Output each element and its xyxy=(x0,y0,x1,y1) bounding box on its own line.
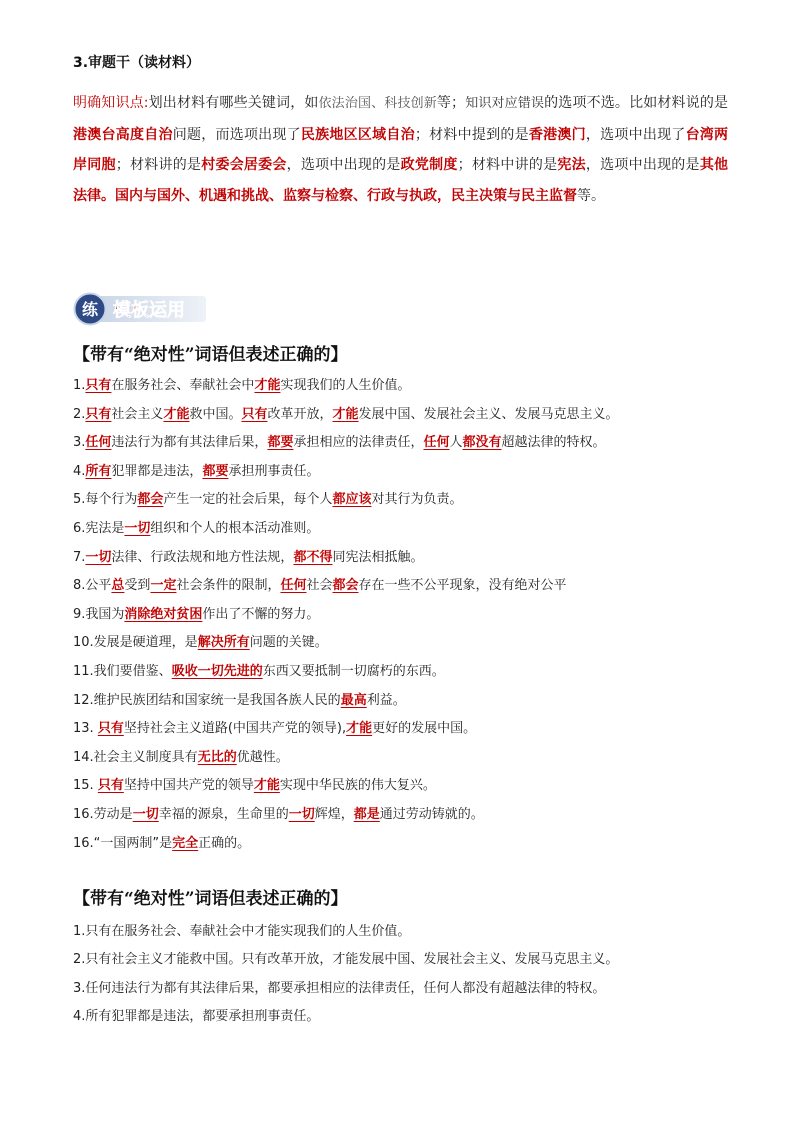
keyword: 都要 xyxy=(202,463,229,479)
keyword: 才能 xyxy=(254,378,281,393)
paragraph-label: 明确知识点: xyxy=(73,95,149,111)
keyword: 只有 xyxy=(85,378,112,393)
text-segment: 东西又要抵制一切腐朽的东西。 xyxy=(262,663,445,679)
keyword: 才能 xyxy=(346,721,373,737)
text-segment: 利益。 xyxy=(366,692,406,708)
keyword: 只有 xyxy=(97,721,124,737)
banner-text: 模板运用 xyxy=(113,300,185,321)
text-segment: 组织和个人的根本活动准则。 xyxy=(150,520,320,536)
section-title: 3.审题干（读材料） xyxy=(73,55,201,71)
badge-text: 练 xyxy=(81,300,99,319)
text-segment: 同宪法相抵触。 xyxy=(332,549,424,565)
text-segment: 正确的。 xyxy=(198,835,251,851)
list-item xyxy=(73,801,753,830)
text-segment: 16.劳动是 xyxy=(73,806,133,822)
heading-absolute-words-correct: 【带有“绝对性”词语但表述正确的】 xyxy=(73,345,348,365)
list-item xyxy=(73,629,753,658)
text-segment: 坚持社会主义道路(中国共产党的领导), xyxy=(123,721,347,737)
keyword: 无比的 xyxy=(197,749,237,765)
keyword: 都要 xyxy=(267,435,294,451)
keyword: 一切 xyxy=(85,549,112,565)
text-segment: 实现我们的人生价值。 xyxy=(280,378,411,393)
list-item xyxy=(73,486,753,515)
text-segment: 作出了不懈的努力。 xyxy=(202,606,320,622)
list-item xyxy=(73,515,753,544)
text-segment: 11.我们要借鉴、 xyxy=(73,663,172,679)
text-segment: 14.社会主义制度具有 xyxy=(73,749,198,765)
keyword: 解决所有 xyxy=(197,635,250,651)
text-segment: 8.公平 xyxy=(73,578,112,594)
text-segment: 辉煌， xyxy=(314,806,354,822)
list-item xyxy=(73,744,753,773)
list-item xyxy=(73,372,753,401)
list-item xyxy=(73,401,753,430)
keyword: 最高 xyxy=(340,692,367,708)
keyword: 都应该 xyxy=(332,492,372,508)
keyword: 只有 xyxy=(241,406,268,422)
text-segment: 16.“一国两制”是 xyxy=(73,835,173,851)
text-segment: 2. xyxy=(73,406,86,422)
text-segment: 救中国。 xyxy=(189,406,242,422)
keyword: 任何 xyxy=(85,435,112,451)
text-segment: 12.维护民族团结和国家统一是我国各族人民的 xyxy=(73,692,341,708)
text-segment: 坚持中国共产党的领导 xyxy=(123,778,254,794)
text-segment: 改革开放， xyxy=(267,406,333,422)
list-item: 2.只有社会主义才能救中国。只有改革开放，才能发展中国、发展社会主义、发展马克思主义。 xyxy=(73,952,619,968)
list-item xyxy=(73,658,753,687)
keyword: 都不得 xyxy=(293,549,333,565)
keyword: 都会 xyxy=(137,492,164,508)
text-segment: 社会条件的限制， xyxy=(176,578,281,594)
keyword: 都是 xyxy=(353,806,380,822)
text-segment: 存在一些不公平现象，没有绝对公平 xyxy=(358,578,567,594)
text-segment: 10.发展是硬道理，是 xyxy=(73,635,198,651)
keyword: 都没有 xyxy=(462,435,502,451)
banner-graphic xyxy=(73,288,208,328)
example-list-plain xyxy=(73,918,753,1032)
text-segment: 产生一定的社会后果，每个人 xyxy=(163,492,333,508)
text-segment: 6.宪法是 xyxy=(73,520,125,536)
practice-banner xyxy=(73,288,208,328)
list-item xyxy=(73,601,753,630)
text-segment: 发展中国、发展社会主义、发展马克思主义。 xyxy=(358,406,619,422)
keyword: 只有 xyxy=(97,778,124,794)
text-segment: 15. xyxy=(73,778,98,794)
text-segment: 承担相应的法律责任， xyxy=(293,435,424,451)
text-segment: 13. xyxy=(73,721,98,737)
text-segment: 人 xyxy=(449,435,463,451)
keyword: 只有 xyxy=(85,406,112,422)
text-segment: 法律、行政法规和地方性法规， xyxy=(111,549,294,565)
list-item xyxy=(73,429,753,458)
keyword: 一定 xyxy=(150,578,177,594)
list-item: 4.所有犯罪都是违法，都要承担刑事责任。 xyxy=(73,1009,320,1025)
text-segment: 犯罪都是违法， xyxy=(111,463,203,479)
list-item xyxy=(73,572,753,601)
text-segment: 实现中华民族的伟大复兴。 xyxy=(279,778,436,794)
list-item: 1.只有在服务社会、奉献社会中才能实现我们的人生价值。 xyxy=(73,924,411,939)
keyword: 才能 xyxy=(253,778,280,794)
keyword: 吸收一切先进的 xyxy=(171,663,263,679)
keyword: 才能 xyxy=(163,406,190,422)
keyword: 才能 xyxy=(332,406,359,422)
keyword: 完全 xyxy=(172,835,199,851)
keyword: 所有 xyxy=(85,463,112,479)
list-item xyxy=(73,687,753,716)
text-segment: 社会主义 xyxy=(111,406,164,422)
text-segment: 1. xyxy=(73,378,86,393)
text-segment: 5.每个行为 xyxy=(73,492,138,508)
text-segment: 违法行为都有其法律后果， xyxy=(111,435,268,451)
text-segment: 社会 xyxy=(306,578,333,594)
list-item xyxy=(73,458,753,487)
text-segment: 优越性。 xyxy=(236,749,289,765)
keyword: 一切 xyxy=(132,806,159,822)
text-segment: 4. xyxy=(73,463,86,479)
list-item xyxy=(73,772,753,801)
text-segment: 超越法律的特权。 xyxy=(501,435,606,451)
heading-absolute-words-correct-plain: 【带有“绝对性”词语但表述正确的】 xyxy=(73,889,348,909)
list-item xyxy=(73,715,753,744)
text-segment: 幸福的源泉，生命里的 xyxy=(158,806,289,822)
keyword: 总 xyxy=(111,578,125,594)
text-segment: 问题的关键。 xyxy=(249,635,328,651)
text-segment: 对其行为负责。 xyxy=(371,492,463,508)
list-item xyxy=(73,544,753,573)
keyword: 消除绝对贫困 xyxy=(124,606,203,622)
text-segment: 受到 xyxy=(124,578,151,594)
text-segment: 9.我国为 xyxy=(73,606,125,622)
keyword: 都会 xyxy=(332,578,359,594)
example-list-highlighted xyxy=(73,372,753,858)
text-segment: 3. xyxy=(73,435,86,451)
list-item xyxy=(73,830,753,859)
keyword: 一切 xyxy=(288,806,315,822)
knowledge-paragraph: 明确知识点:划出材料有哪些关键词，如依法治国、科技创新等；知识对应错误的选项不选。比如材料说的是港澳台高度自治问题，而选项出现了民族地区区域自治；材料中提到的是香港澳门，选项中出现了台湾两岸同胞；材料讲的是村委会居委会，选项中出现的是政党制度；材料中讲的是宪法，选项中出现的是其他法律。国内与国外、机遇和挑战、监察与检察、行政与执政，民主决策与民主监督等。 xyxy=(73,95,729,204)
keyword: 任何 xyxy=(280,578,307,594)
text-segment: 7. xyxy=(73,549,86,565)
text-segment: 通过劳动铸就的。 xyxy=(379,806,484,822)
keyword: 一切 xyxy=(124,520,151,536)
keyword: 任何 xyxy=(423,435,450,451)
text-segment: 在服务社会、奉献社会中 xyxy=(111,378,255,393)
list-item: 3.任何违法行为都有其法律后果，都要承担相应的法律责任，任何人都没有超越法律的特权。 xyxy=(73,980,606,996)
text-segment: 承担刑事责任。 xyxy=(228,463,320,479)
text-segment: 更好的发展中国。 xyxy=(372,721,477,737)
